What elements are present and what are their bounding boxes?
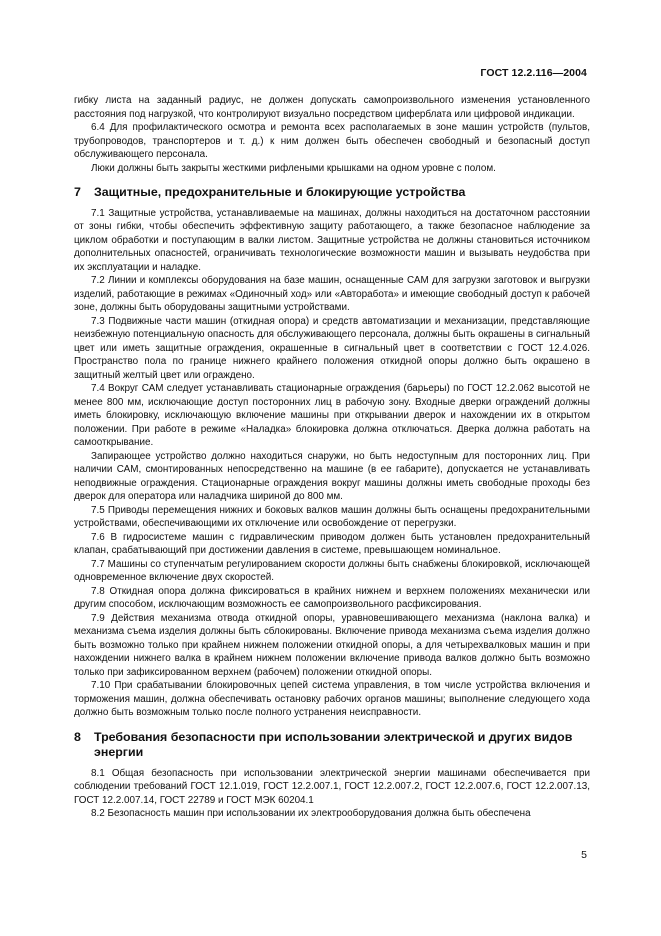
clause-8-2: 8.2 Безопасность машин при использовании их электрооборудования должна быть обеспечена [91,808,531,819]
section-7-title: Защитные, предохранительные и блокирующие устройства [94,185,466,199]
clause-8-1: 8.1 Общая безопасность при использовании электрической энергии машинами обеспечивается при соблюдении требований ГОСТ 12.1.019, ГОСТ 12.2.007.1, ГОСТ 12.2.007.2, ГОСТ 12.2.007.6, ГОСТ 12.2.007.13, ГОСТ 12.2.007.14, ГОСТ 22789 и ГОСТ МЭК 60204.1 [74,767,590,806]
document-code: ГОСТ 12.2.116—2004 [480,67,587,79]
clause-7-4-continued: Запирающее устройство должно находиться снаружи, но быть недоступным для посторонних лиц. При наличии САМ, смонтированных непосредственно на машине (в ее габарите), допускается не устанавливать неподвижные ограждения. Стационарные ограждения вокруг машины должны иметь свободные проходы без дверок для оператора или наладчика шириной до 800 мм. [74,450,590,502]
section-8-number: 8 [74,729,81,744]
clause-7-6: 7.6 В гидросистеме машин с гидравлическим приводом должен быть установлен предохранительный клапан, срабатывающий при достижении давления в системе, превышающем номинальное. [74,531,590,556]
clause-7-9: 7.9 Действия механизма отвода откидной опоры, уравновешивающего механизма (наклона валка) и механизма съема изделия должны быть сблокированы. Включение привода механизма съема изделия должно быть возможно только при крайнем нижнем положении откидной опоры, а для четырехвалковых машин и при нахождении нижнего валка в крайнем нижнем положении включение привода валков должно быть возможно только при зафиксированном верхнем (рабочем) положении откидной опоры. [74,612,590,678]
clause-7-4: 7.4 Вокруг САМ следует устанавливать стационарные ограждения (барьеры) по ГОСТ 12.2.062 высотой не менее 800 мм, исключающие доступ посторонних лиц в рабочую зону. Входные дверки ограждений должны иметь блокировку, исключающую включение машины при открывании дверок и нахождении их в открытом положении. При работе в режиме «Наладка» блокировка должна отключаться. Дверка должна работать на самооткрывание. [74,383,590,448]
clause-7-1: 7.1 Защитные устройства, устанавливаемые на машинах, должны находиться на достаточном расстоянии от зоны гибки, чтобы обеспечить эффективную защиту работающего, а также безопасное наблюдение за циклом обработки и поступающим в валки листом. Защитные устройства не должны становиться источником дополнительных опасностей, ограничивать технологические возможности машин и вызывать неудобства при их эксплуатации и наладке. [74,207,590,273]
clause-7-7: 7.7 Машины со ступенчатым регулированием скорости должны быть снабжены блокировкой, исключающей одновременное включение двух скоростей. [74,558,590,583]
clause-7-3: 7.3 Подвижные части машин (откидная опора) и средств автоматизации и механизации, представляющие неизбежную потенциальную опасность для обслуживающего персонала, должны быть окрашены в сигнальный цвет или иметь защитные ограждения, окрашенные в сигнальный цвет в соответствии с ГОСТ 12.4.026. Пространство пола по границе нижнего крайнего положения откидной опоры должно быть окрашено в защитный желтый цвет или ограждено. [74,315,590,381]
document-body [74,94,590,821]
paragraph: гибку листа на заданный радиус, не должен допускать самопроизвольного изменения установленного расстояния под нагрузкой, что контролируют визуально посредством циферблата или цифровой индикации. [74,95,590,120]
paragraph: Люки должны быть закрыты жесткими рифлеными крышками на одном уровне с полом. [91,162,496,174]
section-7-number: 7 [74,185,81,199]
section-8-title: Требования безопасности при использовании электрической и других видов энергии [94,729,573,759]
clause-7-5: 7.5 Приводы перемещения нижних и боковых валков машин должны быть оснащены предохранительными устройствами, обеспечивающими их отключение или освобождение от перегрузки. [74,504,590,529]
paragraph: 6.4 Для профилактического осмотра и ремонта всех располагаемых в зоне машин устройств (пультов, трубопроводов, транспортеров и т. д.) к ним должен быть обеспечен свободный и безопасный доступ обслуживающего персонала. [74,122,590,160]
section-8-heading [74,730,590,761]
page-number: 5 [581,849,587,861]
section-7-heading [74,185,590,201]
clause-7-2: 7.2 Линии и комплексы оборудования на базе машин, оснащенные САМ для загрузки заготовок и выгрузки изделий, работающие в режимах «Одиночный ход» или «Авторабота» и имеющие свободный доступ к рабочей зоне, должны быть оборудованы защитными устройствами. [74,275,590,313]
clause-7-10: 7.10 При срабатывании блокировочных цепей система управления, в том числе устройства включения и торможения машин, должна обеспечивать остановку рабочих органов машины; выполнение следующего хода должно быть возможным только после полного устранения неисправности. [74,680,590,718]
clause-7-8: 7.8 Откидная опора должна фиксироваться в крайних нижнем и верхнем положениях механически или другим способом, исключающим возможность ее самопроизвольного расфиксирования. [74,585,590,610]
